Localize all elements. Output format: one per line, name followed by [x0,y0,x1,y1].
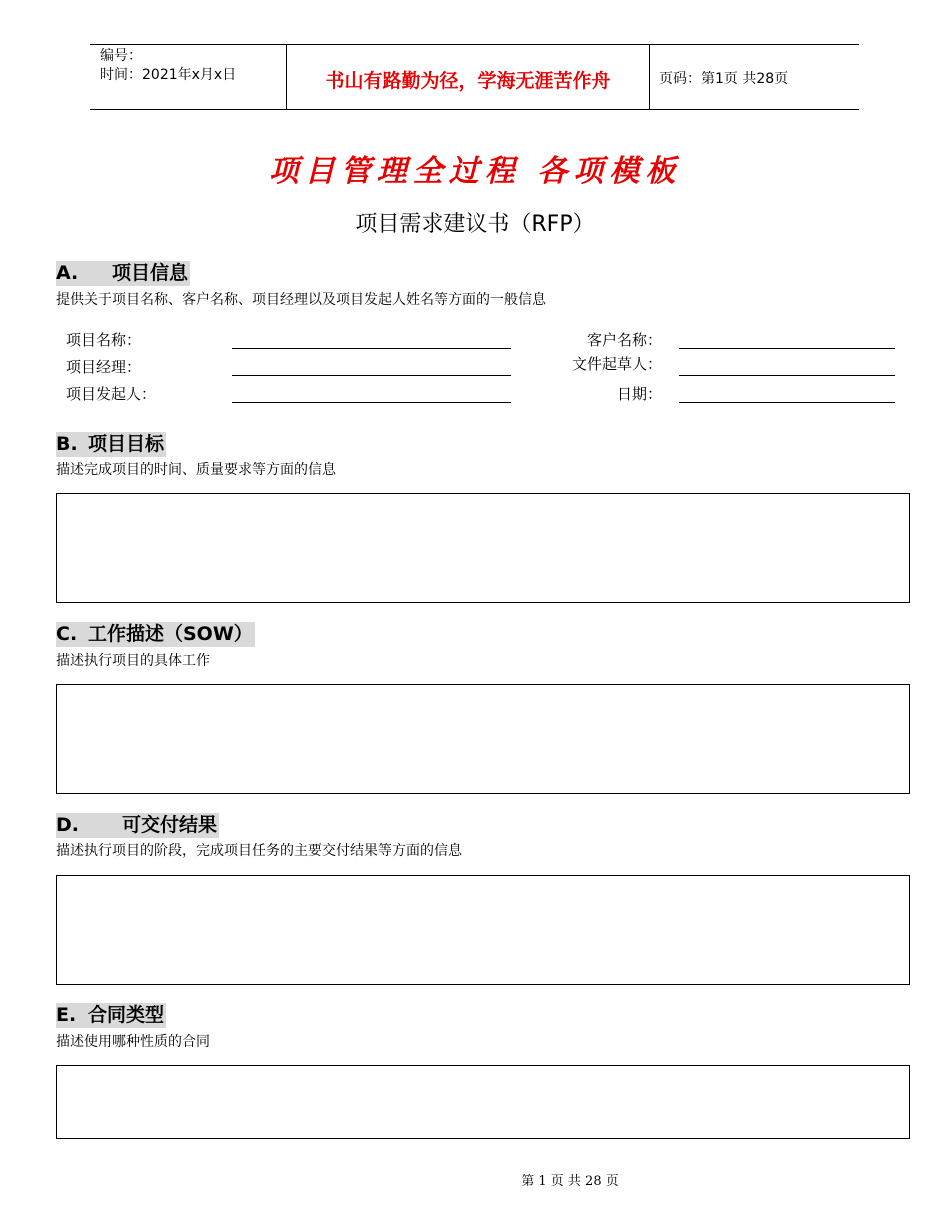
section-c-input-box[interactable] [56,684,910,794]
section-d-input-box[interactable] [56,875,910,985]
section-e-letter: E. [56,1004,77,1026]
document-main-title: 项目管理全过程 各项模板 [268,154,682,189]
section-e-title: 合同类型 [88,1004,165,1026]
section-d-letter: D. [56,814,79,836]
section-d-heading [56,813,219,838]
document-sub-title: 项目需求建议书（RFP） [355,212,595,237]
section-e-description: 描述使用哪种性质的合同 [56,1034,210,1050]
section-b-title: 项目目标 [88,433,165,455]
section-b-letter: B. [56,433,78,455]
section-a-title: 项目信息 [112,262,189,284]
date-field[interactable] [679,402,895,403]
header-time-label: 时间：2021年x月x日 [100,67,237,83]
document-drafter-label: 文件起草人： [571,355,662,373]
section-e-input-box[interactable] [56,1065,910,1139]
section-c-heading [56,622,255,647]
section-e-heading [56,1003,166,1028]
header-number-label: 编号： [100,48,142,64]
project-manager-field[interactable] [232,375,511,376]
project-name-field[interactable] [232,348,511,349]
section-b-input-box[interactable] [56,493,910,603]
project-sponsor-field[interactable] [232,402,511,403]
section-d-title: 可交付结果 [122,814,218,836]
project-sponsor-label: 项目发起人： [66,385,157,403]
section-c-title: 工作描述（SOW） [88,623,253,645]
footer-page-number: 第 1 页 共 28 页 [521,1174,619,1189]
header-top-rule [90,44,859,45]
client-name-field[interactable] [679,348,895,349]
section-d-description: 描述执行项目的阶段，完成项目任务的主要交付结果等方面的信息 [56,843,462,859]
section-a-description: 提供关于项目名称、客户名称、项目经理以及项目发起人姓名等方面的一般信息 [56,292,546,308]
header-motto: 书山有路勤为径，学海无涯苦作舟 [325,70,611,92]
header-divider-right [649,44,650,110]
header-page-label: 页码：第1页 共28页 [659,71,789,87]
section-b-description: 描述完成项目的时间、质量要求等方面的信息 [56,462,336,478]
project-name-label: 项目名称： [66,331,142,349]
section-c-letter: C. [56,623,78,645]
section-a-letter: A. [56,262,79,284]
section-c-description: 描述执行项目的具体工作 [56,653,210,669]
date-label: 日期： [616,385,662,403]
client-name-label: 客户名称： [586,331,662,349]
project-manager-label: 项目经理： [66,358,142,376]
section-b-heading [56,432,166,457]
document-drafter-field[interactable] [679,375,895,376]
header-bottom-rule [90,109,859,110]
section-a-heading [56,261,190,286]
